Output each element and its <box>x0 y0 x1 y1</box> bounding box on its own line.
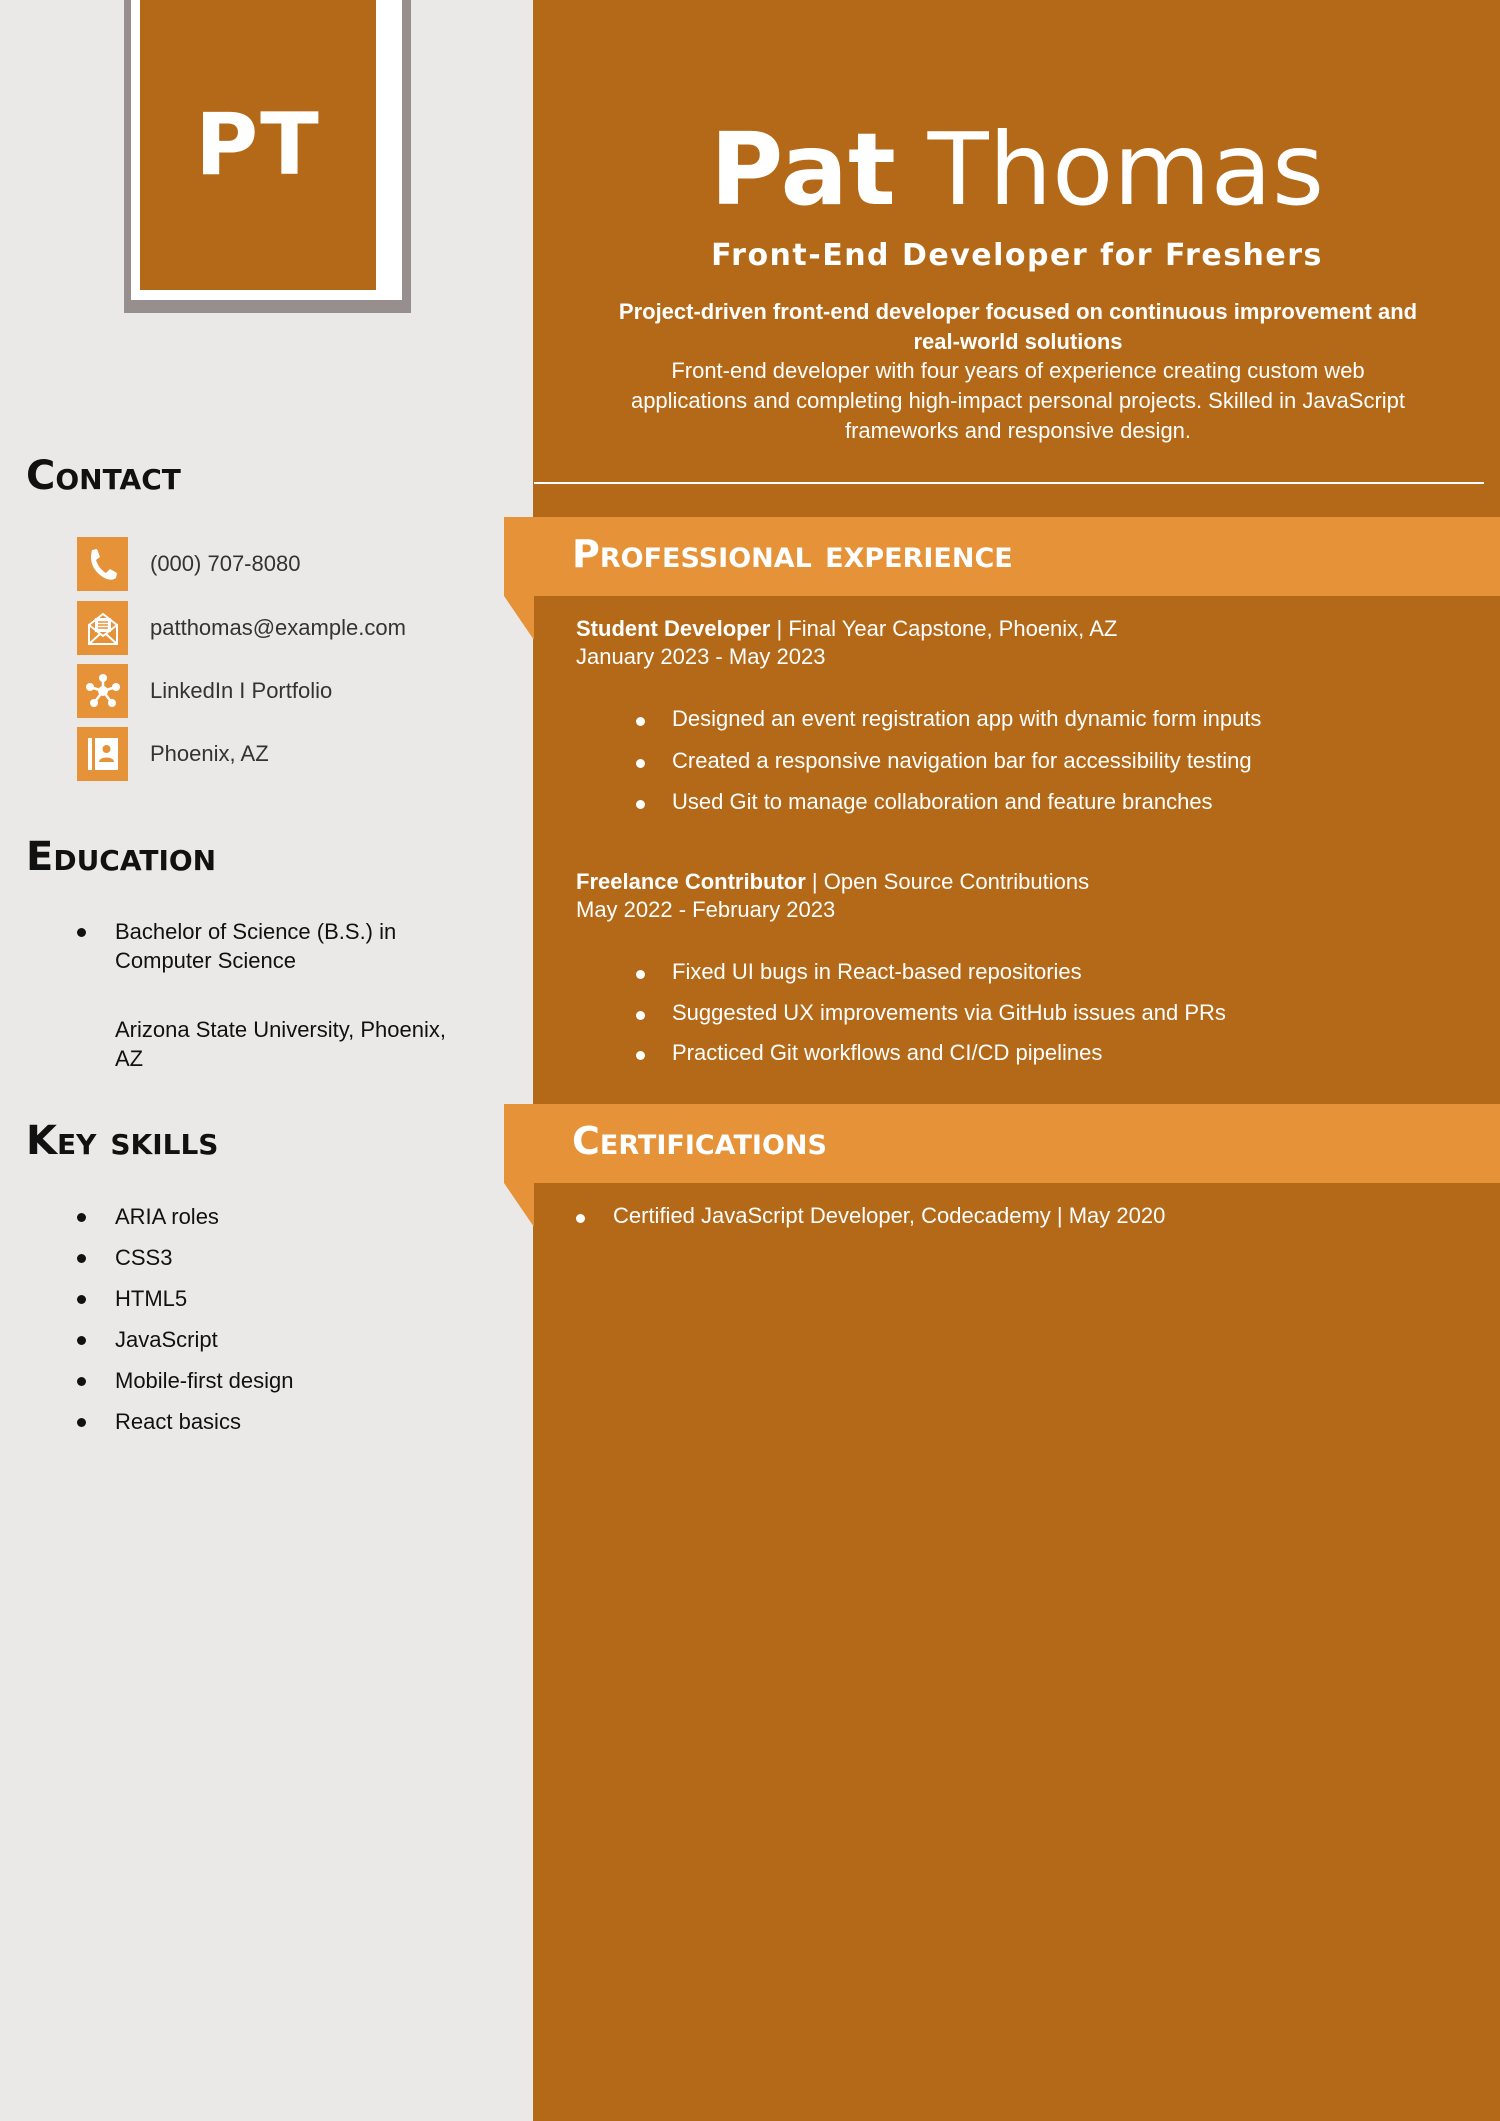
bullet-icon <box>77 1295 86 1304</box>
job-title: Freelance Contributor <box>576 869 806 894</box>
bullet-icon <box>576 1214 585 1223</box>
email-text: patthomas@example.com <box>150 615 406 640</box>
network-icon <box>77 664 128 718</box>
bullet-icon <box>77 928 86 937</box>
contact-phone <box>77 537 301 591</box>
first-name: Pat <box>709 111 896 228</box>
phone-text: (000) 707-8080 <box>150 551 301 576</box>
tagline: Project-driven front-end developer focused on continuous improvement and real-world solutions <box>618 299 1418 354</box>
experience-heading: Professional experience <box>572 532 1013 576</box>
job-org: | Final Year Capstone, Phoenix, AZ <box>770 616 1118 641</box>
phone-icon <box>77 537 128 591</box>
monogram: PT <box>195 95 321 195</box>
address-book-icon <box>77 727 128 781</box>
contact-email <box>77 601 406 655</box>
full-name <box>534 110 1500 230</box>
links-text[interactable]: LinkedIn I Portfolio <box>150 678 333 703</box>
job-dates: May 2022 - February 2023 <box>576 897 836 922</box>
location-text: Phoenix, AZ <box>150 741 269 766</box>
education-heading: Education <box>26 834 217 880</box>
email-icon <box>77 601 128 655</box>
bullet-icon <box>636 717 645 726</box>
job-role: Front-End Developer for Freshers <box>711 238 1323 273</box>
sidebar <box>0 0 534 2121</box>
monogram-box <box>140 0 376 290</box>
bullet-icon <box>77 1336 86 1345</box>
contact-links <box>77 664 333 718</box>
bullet-icon <box>77 1254 86 1263</box>
contact-location <box>77 727 269 781</box>
last-name: Thomas <box>927 111 1325 228</box>
job-org: | Open Source Contributions <box>805 869 1090 894</box>
bullet-icon <box>636 970 645 979</box>
skills-heading: Key skills <box>26 1118 219 1164</box>
job-title: Student Developer <box>576 616 771 641</box>
contact-heading: Contact <box>26 453 181 499</box>
bullet-icon <box>636 1011 645 1020</box>
header-divider <box>534 482 1484 484</box>
bullet-icon <box>77 1377 86 1386</box>
banner-fold <box>504 1183 534 1227</box>
job-dates: January 2023 - May 2023 <box>576 644 826 669</box>
certifications-heading: Certifications <box>572 1119 827 1163</box>
job-title-line <box>576 615 1117 643</box>
banner-fold <box>504 596 534 640</box>
bullet-icon <box>636 1051 645 1060</box>
bullet-icon <box>636 759 645 768</box>
summary: Front-end developer with four years of experience creating custom web applications and completing high-impact personal projects. Skilled in JavaScript frameworks and responsive design. <box>630 358 1406 443</box>
bullet-icon <box>636 800 645 809</box>
job-title-line <box>576 868 1089 896</box>
bullet-icon <box>77 1213 86 1222</box>
bullet-icon <box>77 1418 86 1427</box>
